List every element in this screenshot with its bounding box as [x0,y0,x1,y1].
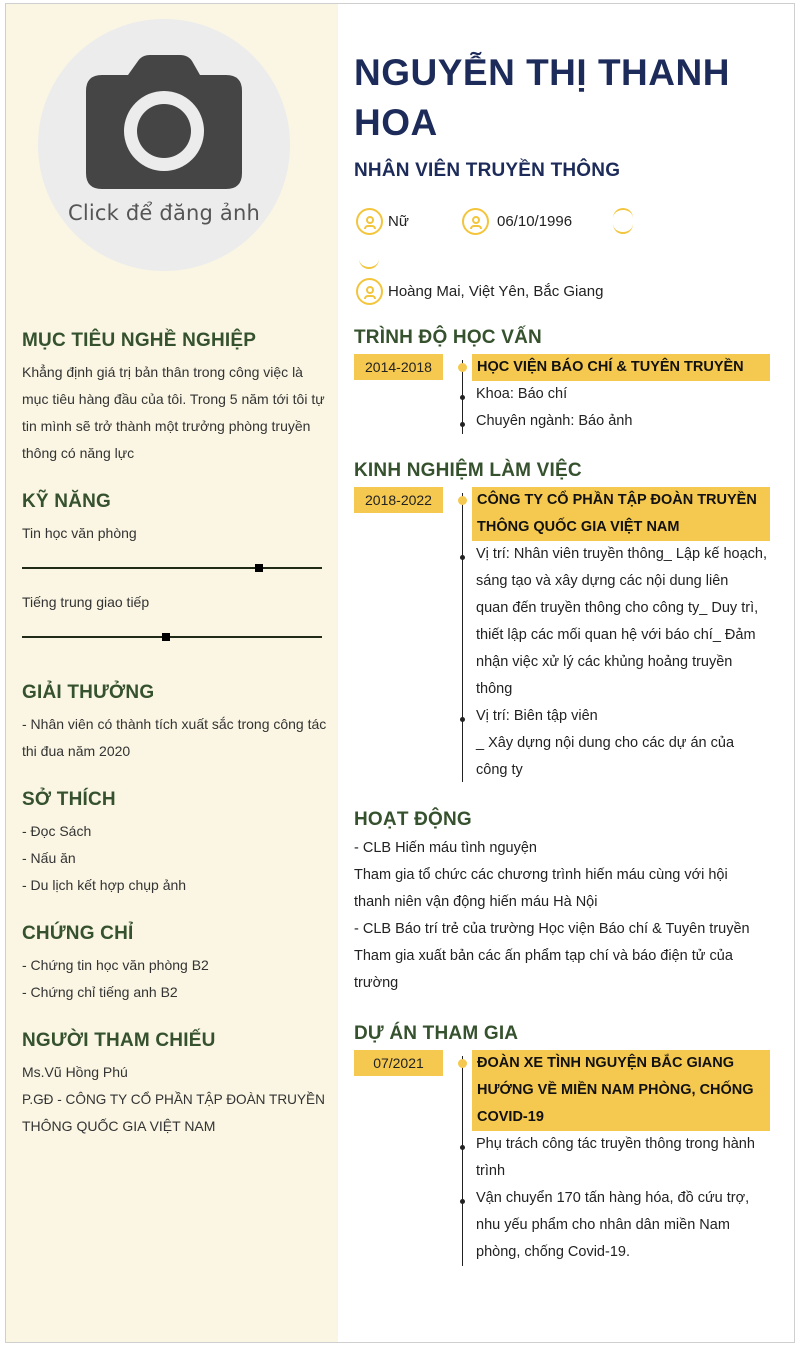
name-line: NGUYỄN THỊ THANH [354,52,730,93]
experience-period: 2018-2022 [354,487,443,513]
role-line: nhận việc xử lý các khủng hoảng truyền [476,654,733,670]
skill-name: Tiếng trung giao tiếp [22,594,150,610]
role-title: Vị trí: Biên tập viên [476,708,598,724]
location-icon [356,278,383,305]
gender-icon [356,208,383,235]
bullet-dot [460,555,465,560]
project-name-line: HƯỚNG VỀ MIỀN NAM PHÒNG, CHỐNG [477,1082,754,1098]
project-name-line: ĐOÀN XE TÌNH NGUYỆN BẮC GIANG [477,1055,734,1071]
project-task [476,1185,771,1266]
role-line: công ty [476,762,523,778]
role-description [476,541,771,703]
gender-value: Nữ [388,213,409,230]
role-line: thông [476,681,513,697]
bullet-dot [460,395,465,400]
hobbies-heading: SỞ THÍCH [22,789,116,810]
address-value: Hoàng Mai, Việt Yên, Bắc Giang [388,283,604,300]
project-task [476,1131,771,1185]
task-line: phòng, chống Covid-19. [476,1244,630,1260]
role-line: _ Xây dựng nội dung cho các dự án của [476,735,735,751]
experience-heading: KINH NGHIỆM LÀM VIỆC [354,460,582,481]
avatar-upload[interactable] [38,19,290,271]
project-name-line: COVID-19 [477,1109,544,1125]
role-line: thiết lập các mối quan hệ với báo chí_ Đảm [476,627,756,643]
activity-line: - CLB Hiến máu tình nguyện [354,840,537,856]
email-icon-fragment [359,249,379,269]
bullet-dot [460,422,465,427]
activity-line: Tham gia xuất bản các ấn phẩm tạp chí và báo điện tử của [354,948,733,964]
project-period: 07/2021 [354,1050,443,1076]
activity-line: Tham gia tổ chức các chương trình hiến máu cùng với hội [354,867,728,883]
career-goal-line: mục tiêu hàng đầu của tôi. Trong 5 năm tới tôi tự [22,391,325,407]
hobby-item: - Nấu ăn [22,850,76,866]
company-name-line: CÔNG TY CỔ PHẦN TẬP ĐOÀN TRUYỀN [477,492,757,508]
career-goal-line: tin mình sẽ trở thành một trưởng phòng truyền [22,418,311,434]
certificate-item: - Chứng chỉ tiếng anh B2 [22,984,178,1000]
awards-heading: GIẢI THƯỞNG [22,682,155,703]
certificate-item: - Chứng tin học văn phòng B2 [22,957,209,973]
skills-heading: KỸ NĂNG [22,491,112,512]
bullet-dot [460,1145,465,1150]
avatar-upload-label: Click để đăng ảnh [67,201,261,225]
company-name-line: THÔNG QUỐC GIA VIỆT NAM [477,519,680,535]
education-heading: TRÌNH ĐỘ HỌC VẤN [354,327,542,348]
skill-level-marker[interactable] [255,564,263,572]
hobby-item: - Đọc Sách [22,823,92,839]
activity-line: - CLB Báo trí trẻ của trường Học viện Báo chí & Tuyên truyền [354,921,750,937]
birthday-cake-icon [462,208,489,235]
task-line: trình [476,1163,506,1179]
award-line: - Nhân viên có thành tích xuất sắc trong công tác [22,716,327,732]
skill-level-bar [22,567,322,569]
bullet-dot [460,717,465,722]
activities-heading: HOẠT ĐỘNG [354,809,472,830]
faculty: Khoa: Báo chí [476,386,568,402]
task-line: Phụ trách công tác truyền thông trong hành [476,1136,755,1152]
reference-line: P.GĐ - CÔNG TY CỔ PHẦN TẬP ĐOÀN TRUYỀN [22,1092,325,1107]
role-description [476,730,771,784]
career-goal-line: thông có năng lực [22,445,135,461]
timeline-dot [458,496,467,505]
role-line: quan đến truyền thông cho công ty_ Duy trì, [476,600,759,616]
projects-heading: DỰ ÁN THAM GIA [354,1023,519,1044]
award-line: thi đua năm 2020 [22,743,131,759]
task-line: nhu yếu phẩm cho nhân dân miền Nam [476,1217,730,1233]
reference-person: Ms.Vũ Hồng Phú [22,1064,128,1080]
hobby-item: - Du lịch kết hợp chụp ảnh [22,877,187,893]
project-name [472,1050,770,1131]
role-line: sáng tạo và xây dựng các nội dung liên [476,573,729,589]
job-title: NHÂN VIÊN TRUYỀN THÔNG [354,160,621,181]
timeline-dot [458,1059,467,1068]
activity-line: thanh niên vận động hiến máu Hà Nội [354,894,598,910]
activities-body [354,835,773,997]
timeline-line [462,493,463,782]
phone-icon-fragment [613,214,633,234]
career-goal-heading: MỤC TIÊU NGHỀ NGHIỆP [22,330,257,351]
education-period: 2014-2018 [354,354,443,380]
major: Chuyên ngành: Báo ảnh [476,413,633,429]
camera-icon [86,55,242,191]
school-name: HỌC VIỆN BÁO CHÍ & TUYÊN TRUYỀN [472,354,770,381]
cv-page [5,3,795,1343]
timeline-line [462,1056,463,1266]
birthday-value: 06/10/1996 [497,213,573,230]
name-line: HOA [354,102,438,143]
career-goal-line: Khẳng định giá trị bản thân trong công việc là [22,364,303,380]
company-name [472,487,770,541]
certificates-heading: CHỨNG CHỈ [22,923,134,944]
role-line: Vị trí: Nhân viên truyền thông_ Lập kế hoạch, [476,546,767,562]
skill-name: Tin học văn phòng [22,525,137,541]
references-heading: NGƯỜI THAM CHIẾU [22,1030,216,1051]
task-line: Vận chuyển 170 tấn hàng hóa, đồ cứu trợ, [476,1190,750,1206]
skill-level-bar [22,636,322,638]
full-name [354,48,774,148]
timeline-dot [458,363,467,372]
activity-line: trường [354,975,399,991]
reference-line: THÔNG QUỐC GIA VIỆT NAM [22,1118,216,1134]
bullet-dot [460,1199,465,1204]
skill-level-marker[interactable] [162,633,170,641]
